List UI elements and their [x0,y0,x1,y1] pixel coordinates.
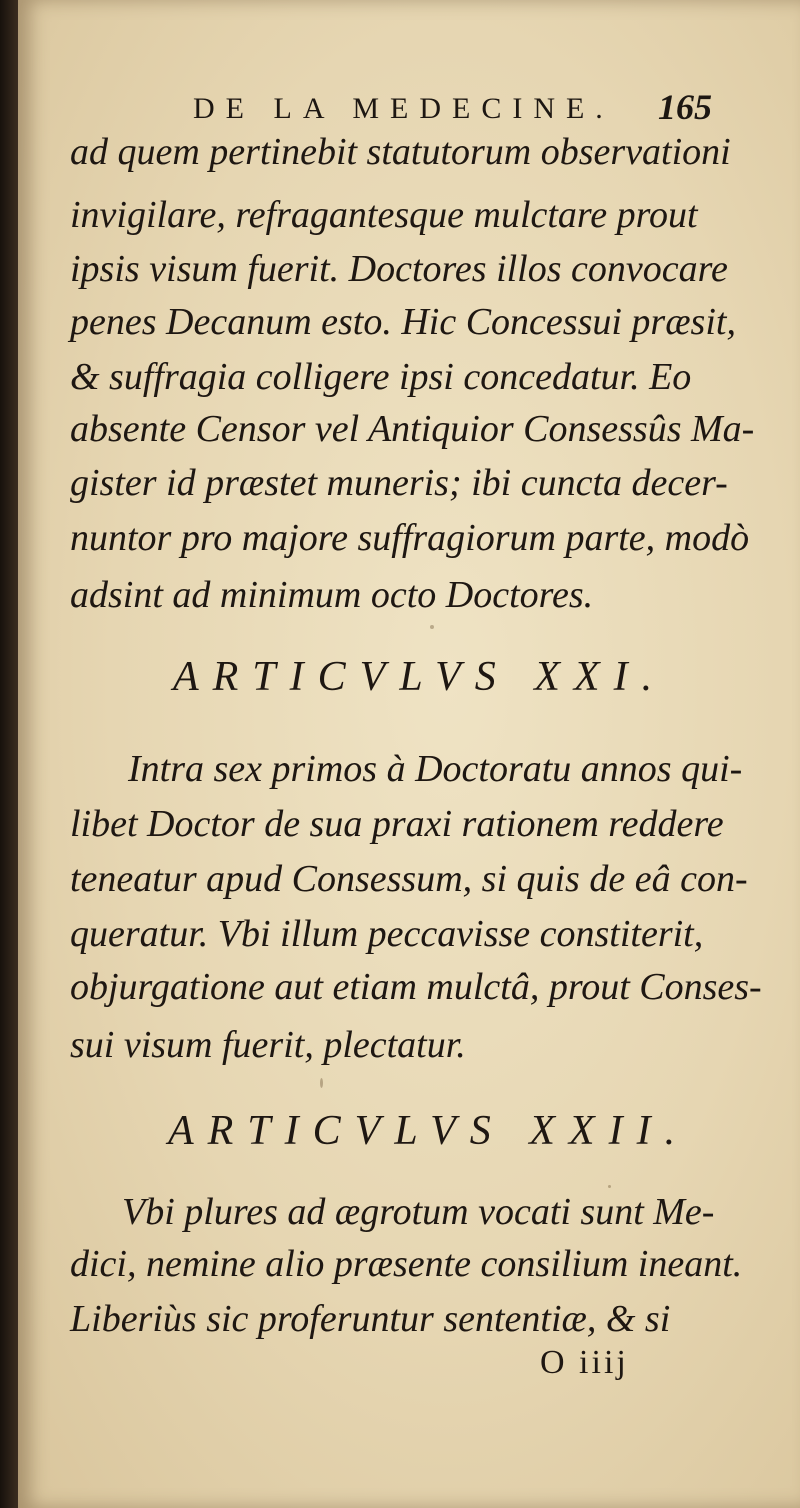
text-line: teneatur apud Consessum, si quis de eâ con- [70,858,748,900]
text-line: invigilare, refragantesque mulctare prout [70,194,698,236]
text-line: dici, nemine alio præsente consilium ineant. [70,1243,743,1285]
text-line: libet Doctor de sua praxi rationem reddere [70,803,724,845]
text-line: absente Censor vel Antiquior Consessûs Ma- [70,408,755,450]
paragraph-3 [70,0,790,1340]
article-heading: ARTICVLVS XXII. [168,1108,690,1154]
book-gutter [0,0,18,1508]
text-line: Intra sex primos à Doctoratu annos qui- [128,748,743,790]
text-line: adsint ad minimum octo Doctores. [70,574,594,616]
text-line: ad quem pertinebit statutorum observationi [70,131,731,173]
text-line: nuntor pro majore suffragiorum parte, modò [70,517,750,559]
text-line: penes Decanum esto. Hic Concessui præsit, [70,301,736,343]
text-line: objurgatione aut etiam mulctâ, prout Conses- [70,966,762,1008]
text-line: & suffragia colligere ipsi concedatur. Eo [70,356,692,398]
text-line: queratur. Vbi illum peccavisse constiterit, [70,913,704,955]
text-line: gister id præstet muneris; ibi cuncta decer- [70,462,728,504]
text-line: Vbi plures ad ægrotum vocati sunt Me- [122,1191,715,1233]
book-page [18,0,800,1508]
text-line: sui visum fuerit, plectatur. [70,1024,466,1066]
running-head-title: DE LA MEDECINE. [193,92,614,125]
page-number: 165 [658,87,712,127]
signature-mark: O iiij [540,1344,629,1381]
text-line: Liberiùs sic proferuntur sententiæ, & si [70,1298,671,1340]
text-line: ipsis visum fuerit. Doctores illos convocare [70,248,728,290]
article-heading: ARTICVLVS XXI. [173,654,667,700]
